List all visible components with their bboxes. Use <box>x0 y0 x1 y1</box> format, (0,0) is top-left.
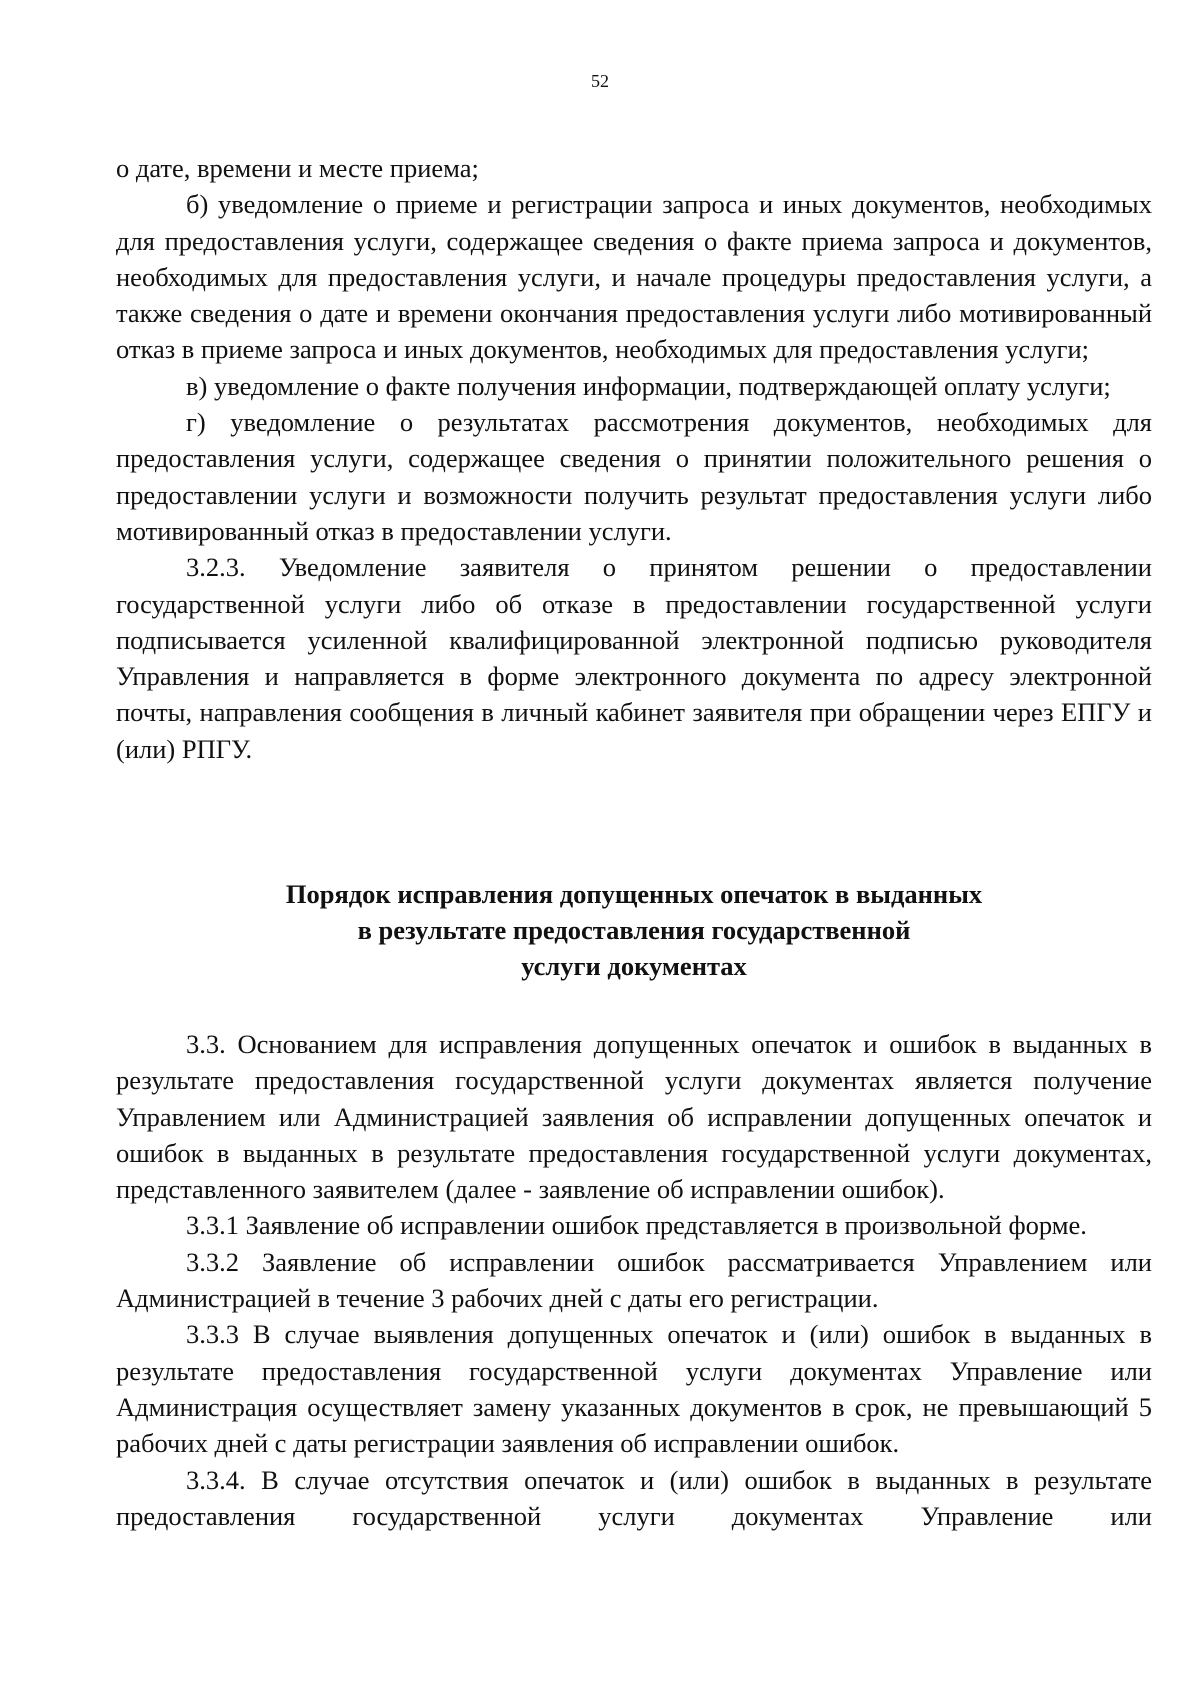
paragraph: 3.2.3. Уведомление заявителя о принятом решении о предоставлении государственной услуги либо об отказе в предоставлении государственной услуги подписывается усиленной квалифицированной электронной подписью руководителя Управления и направляется в форме электронного документа по адресу электронной почты, направления сообщения в личный кабинет заявителя при обращении через ЕПГУ и (или) РПГУ. <box>116 552 1152 764</box>
paragraph: 3.3.4. В случае отсутствия опечаток и (или) ошибок в выданных в результате предоставления государственной услуги документах Управление или <box>116 1464 1152 1531</box>
paragraph: о дате, времени и месте приема; <box>116 153 479 183</box>
paragraph: 3.3. Основанием для исправления допущенных опечаток и ошибок в выданных в результате предоставления государственной услуги документах является получение Управлением или Администрацией заявления об исправлении допущенных опечаток и ошибок в выданных в результате предоставления государственной услуги документах, представленного заявителем (далее - заявление об исправлении ошибок). <box>116 1029 1152 1205</box>
section-heading <box>116 876 1152 984</box>
body-text-top <box>116 150 1152 767</box>
paragraph: г) уведомление о результатах рассмотрения документов, необходимых для предоставления услуги, содержащее сведения о принятии положительного решения о предоставлении услуги и возможности получить результат предоставления услуги либо мотивированный отказ в предоставлении услуги. <box>116 407 1152 546</box>
body-text-bottom <box>116 1026 1152 1534</box>
paragraph: 3.3.1 Заявление об исправлении ошибок представляется в произвольной форме. <box>186 1210 1087 1241</box>
paragraph: б) уведомление о приеме и регистрации запроса и иных документов, необходимых для предоставления услуги, содержащее сведения о факте приема запроса и документов, необходимых для предоставления услуги, и начале процедуры предоставления услуги, а также сведения о дате и времени окончания предоставления услуги либо мотивированный отказ в приеме запроса и иных документов, необходимых для предоставления услуги; <box>116 189 1152 365</box>
section-heading-line: в результате предоставления государственной <box>357 915 911 945</box>
section-heading-line: услуги документах <box>521 951 747 981</box>
paragraph: 3.3.2 Заявление об исправлении ошибок рассматривается Управлением или Администрацией в течение 3 рабочих дней с даты его регистрации. <box>116 1246 1152 1314</box>
paragraph: 3.3.3 В случае выявления допущенных опечаток и (или) ошибок в выданных в результате предоставления государственной услуги документах Управление или Администрация осуществляет замену указанных документов в срок, не превышающий 5 рабочих дней с даты регистрации заявления об исправлении ошибок. <box>116 1319 1152 1459</box>
section-heading-line: Порядок исправления допущенных опечаток в выданных <box>285 879 983 909</box>
paragraph: в) уведомление о факте получения информации, подтверждающей оплату услуги; <box>186 370 1111 401</box>
page-number: 52 <box>591 71 609 91</box>
